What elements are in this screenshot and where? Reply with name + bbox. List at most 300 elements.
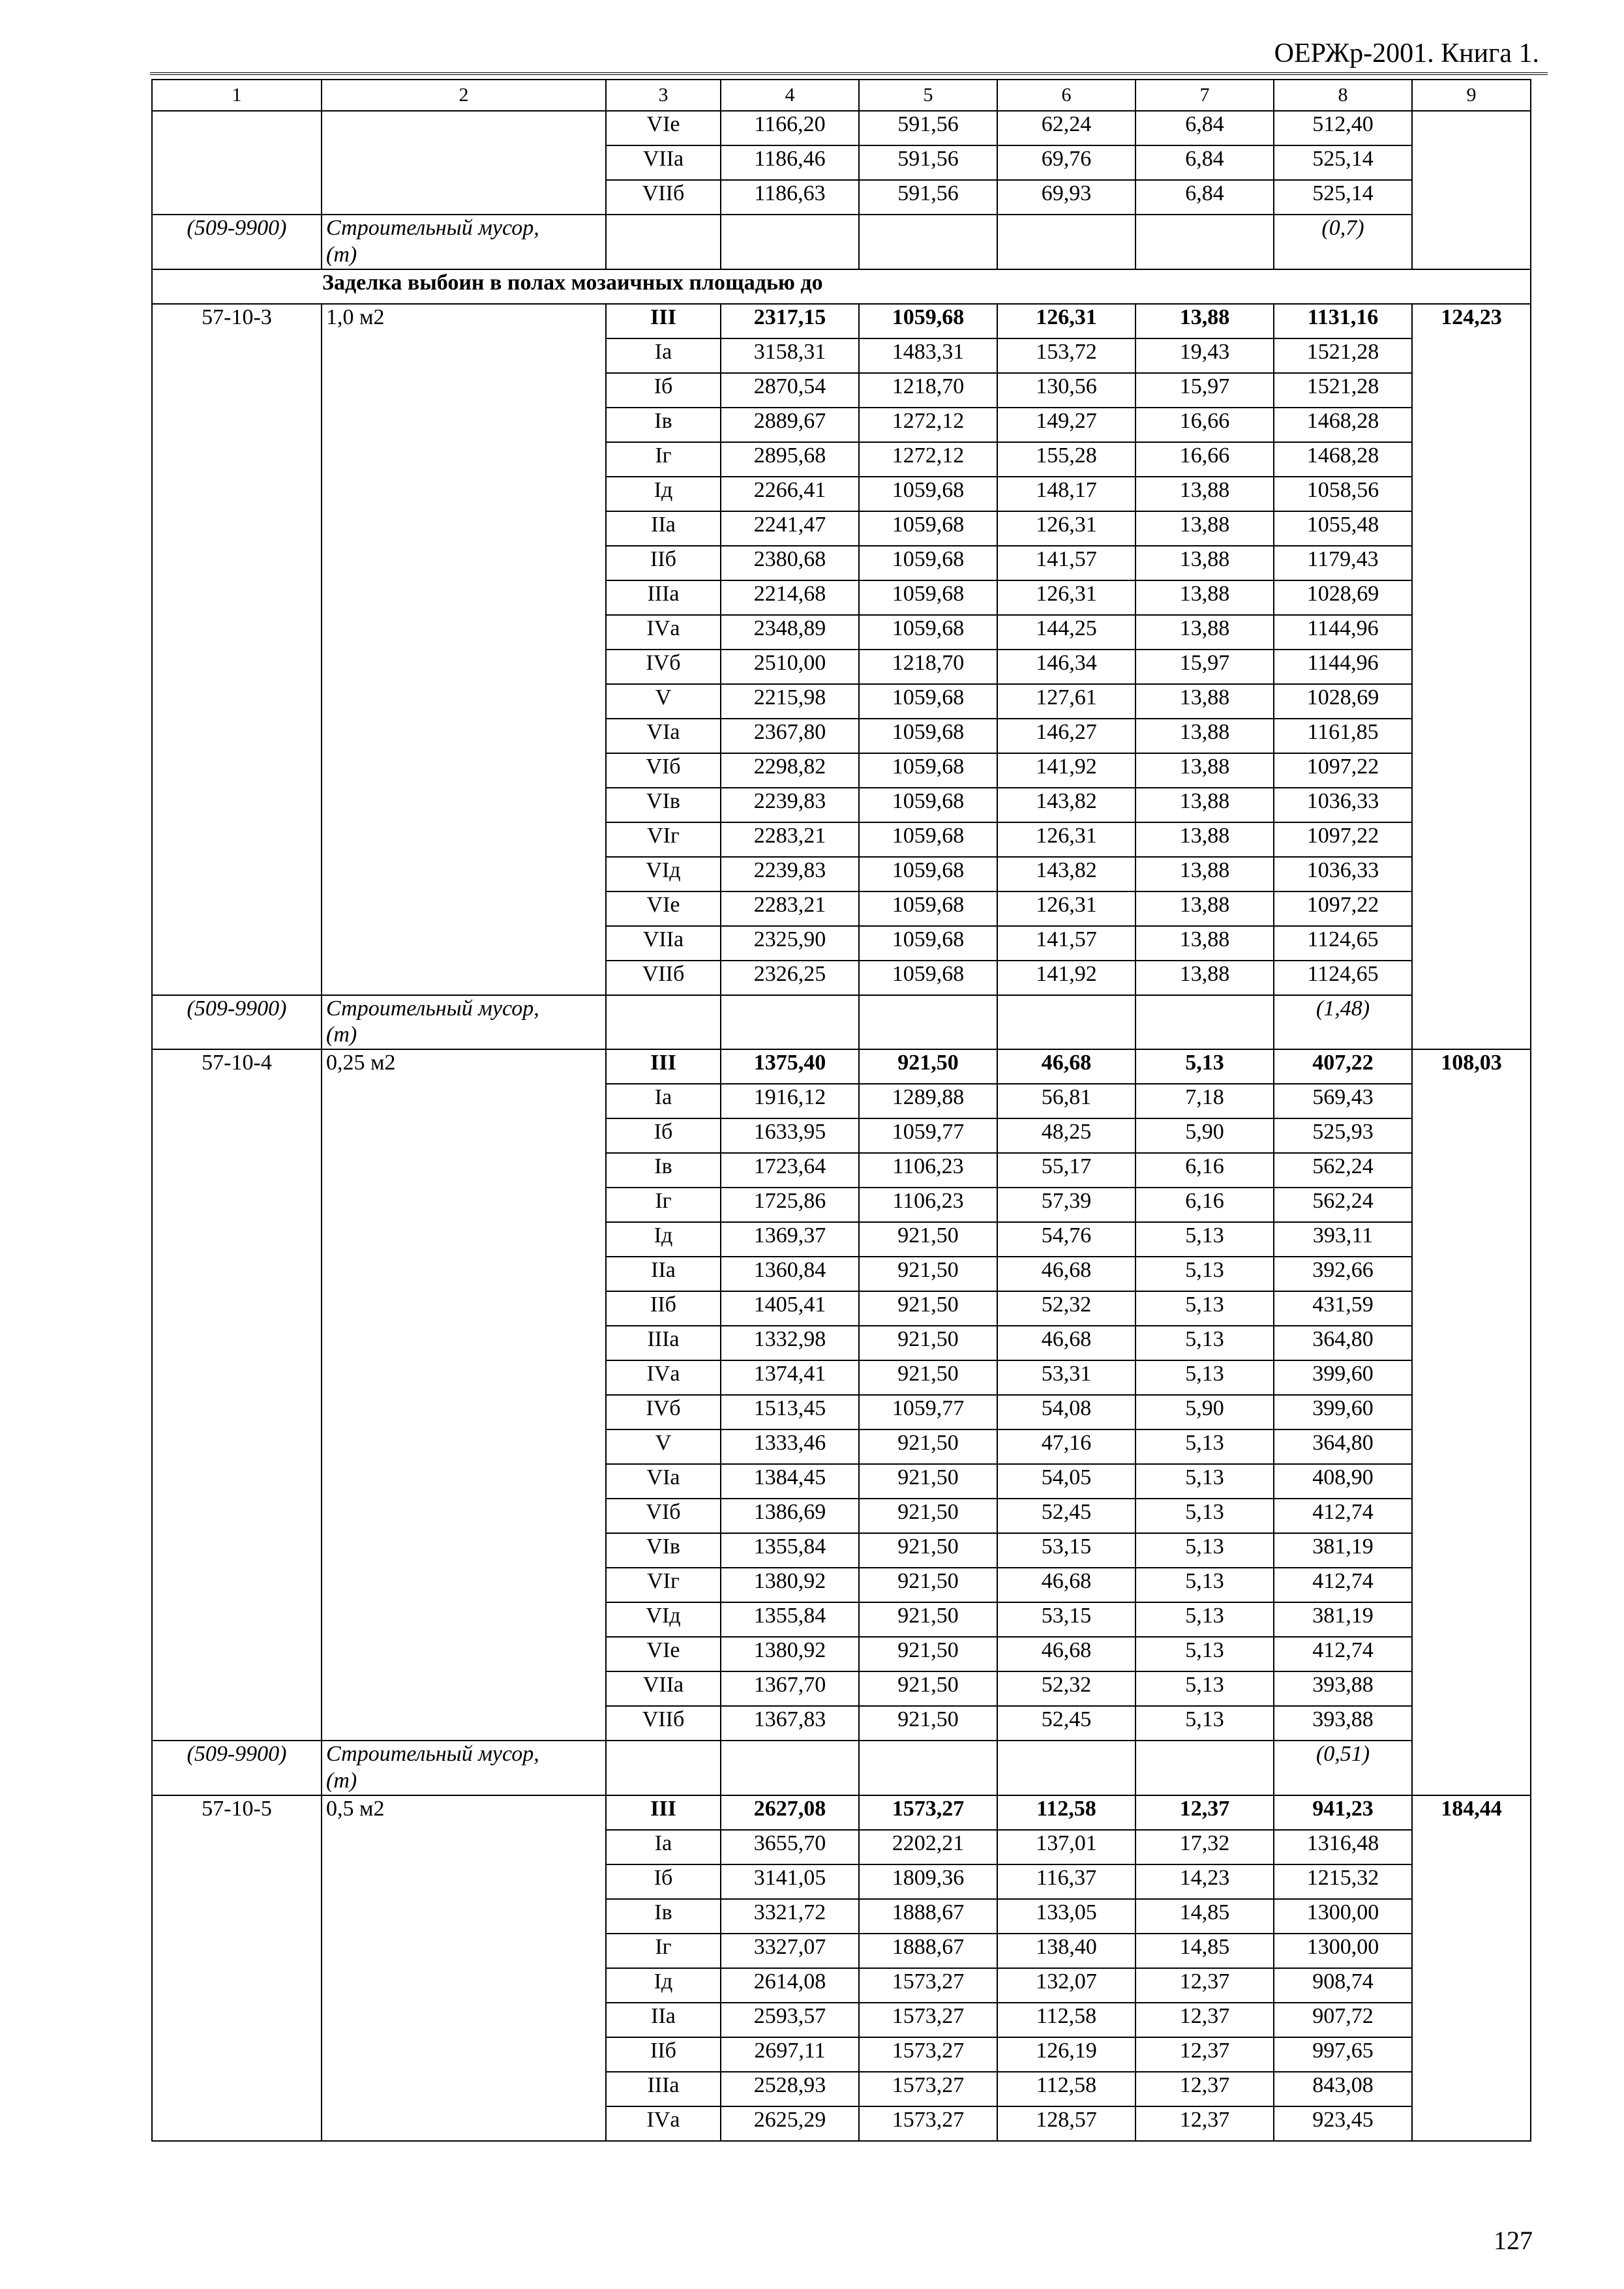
region-zone-cell: VIд	[606, 857, 721, 891]
value-cell: 46,68	[997, 1257, 1135, 1291]
item-unit: 0,25 м2	[322, 1049, 606, 1741]
value-cell: 55,17	[997, 1153, 1135, 1188]
column-header: 7	[1135, 80, 1274, 111]
value-cell: 16,66	[1135, 442, 1274, 477]
col9-cell	[1412, 111, 1531, 269]
value-cell: 399,60	[1274, 1395, 1412, 1429]
value-cell: 144,25	[997, 615, 1135, 650]
region-zone-cell: VIе	[606, 111, 721, 145]
value-cell: 2298,82	[721, 753, 859, 788]
value-cell: 153,72	[997, 338, 1135, 373]
region-zone-cell: IIа	[606, 2003, 721, 2037]
region-zone-cell: Iв	[606, 1153, 721, 1188]
value-cell: 137,01	[997, 1830, 1135, 1864]
region-zone-cell: VIб	[606, 753, 721, 788]
value-cell: 2283,21	[721, 822, 859, 857]
region-zone-cell: VIв	[606, 788, 721, 822]
value-cell: 1521,28	[1274, 373, 1412, 408]
value-cell: 1144,96	[1274, 650, 1412, 684]
value-cell: 5,13	[1135, 1706, 1274, 1741]
value-cell: 1059,68	[859, 546, 997, 580]
value-cell: 5,13	[1135, 1637, 1274, 1671]
value-cell: 13,88	[1135, 615, 1274, 650]
value-cell: 2348,89	[721, 615, 859, 650]
value-cell: 2625,29	[721, 2106, 859, 2141]
value-cell: 48,25	[997, 1118, 1135, 1153]
value-cell: 52,45	[997, 1499, 1135, 1533]
value-cell: 1573,27	[859, 1795, 997, 1830]
value-cell: 1215,32	[1274, 1864, 1412, 1899]
region-zone-cell: IIа	[606, 1257, 721, 1291]
value-cell: 1380,92	[721, 1637, 859, 1671]
value-cell: 1059,68	[859, 961, 997, 995]
value-cell: 2317,15	[721, 304, 859, 338]
value-cell: 1059,68	[859, 891, 997, 926]
empty-cell	[859, 1741, 997, 1795]
value-cell: 3655,70	[721, 1830, 859, 1864]
value-cell: 591,56	[859, 111, 997, 145]
value-cell: 5,13	[1135, 1568, 1274, 1602]
value-cell: 923,45	[1274, 2106, 1412, 2141]
empty-cell	[859, 995, 997, 1050]
value-cell: 399,60	[1274, 1360, 1412, 1395]
waste-description	[322, 215, 606, 269]
value-cell: 364,80	[1274, 1326, 1412, 1360]
value-cell: 921,50	[859, 1326, 997, 1360]
item-code: 57-10-4	[152, 1049, 322, 1741]
region-zone-cell: VIIа	[606, 145, 721, 180]
value-cell: 1405,41	[721, 1291, 859, 1326]
empty-cell	[606, 1741, 721, 1795]
value-cell: 12,37	[1135, 2003, 1274, 2037]
value-cell: 1573,27	[859, 2003, 997, 2037]
value-cell: 132,07	[997, 1968, 1135, 2003]
value-cell: 143,82	[997, 788, 1135, 822]
region-zone-cell: VIIб	[606, 961, 721, 995]
value-cell: 15,97	[1135, 650, 1274, 684]
value-cell: 2283,21	[721, 891, 859, 926]
value-cell: 12,37	[1135, 1795, 1274, 1830]
value-cell: 5,13	[1135, 1326, 1274, 1360]
value-cell: 1573,27	[859, 2037, 997, 2072]
value-cell: 381,19	[1274, 1533, 1412, 1568]
value-cell: 2627,08	[721, 1795, 859, 1830]
value-cell: 1059,68	[859, 580, 997, 615]
value-cell: 1633,95	[721, 1118, 859, 1153]
value-cell: 53,15	[997, 1602, 1135, 1637]
value-cell: 1386,69	[721, 1499, 859, 1533]
value-cell: 1513,45	[721, 1395, 859, 1429]
value-cell: 1367,70	[721, 1671, 859, 1706]
value-cell: 13,88	[1135, 926, 1274, 961]
value-cell: 2239,83	[721, 788, 859, 822]
value-cell: 69,76	[997, 145, 1135, 180]
value-cell: 512,40	[1274, 111, 1412, 145]
value-cell: 6,84	[1135, 111, 1274, 145]
value-cell: 1218,70	[859, 373, 997, 408]
value-cell: 1360,84	[721, 1257, 859, 1291]
value-cell: 1028,69	[1274, 580, 1412, 615]
value-cell: 1369,37	[721, 1222, 859, 1257]
value-cell: 46,68	[997, 1568, 1135, 1602]
value-cell: 412,74	[1274, 1637, 1412, 1671]
value-cell: 431,59	[1274, 1291, 1412, 1326]
value-cell: 13,88	[1135, 822, 1274, 857]
region-zone-cell: VIIб	[606, 1706, 721, 1741]
waste-unit: (т)	[326, 1768, 357, 1793]
value-cell: 3141,05	[721, 1864, 859, 1899]
value-cell: 2614,08	[721, 1968, 859, 2003]
value-cell: 907,72	[1274, 2003, 1412, 2037]
value-cell: 562,24	[1274, 1188, 1412, 1222]
value-cell: 1218,70	[859, 650, 997, 684]
waste-value: (0,51)	[1274, 1741, 1412, 1795]
value-cell: 1059,77	[859, 1395, 997, 1429]
column-header: 3	[606, 80, 721, 111]
waste-code: (509-9900)	[152, 995, 322, 1050]
value-cell: 1367,83	[721, 1706, 859, 1741]
value-cell: 13,88	[1135, 304, 1274, 338]
value-cell: 921,50	[859, 1568, 997, 1602]
value-cell: 1059,68	[859, 304, 997, 338]
region-zone-cell: V	[606, 1429, 721, 1464]
region-zone-cell: IVб	[606, 650, 721, 684]
value-cell: 525,14	[1274, 180, 1412, 215]
empty-cell	[721, 995, 859, 1050]
value-cell: 13,88	[1135, 477, 1274, 511]
region-zone-cell: Iа	[606, 338, 721, 373]
value-cell: 1028,69	[1274, 684, 1412, 719]
region-zone-cell: VIа	[606, 1464, 721, 1499]
value-cell: 12,37	[1135, 2072, 1274, 2106]
value-cell: 127,61	[997, 684, 1135, 719]
value-cell: 1036,33	[1274, 788, 1412, 822]
value-cell: 1059,68	[859, 753, 997, 788]
value-cell: 1097,22	[1274, 891, 1412, 926]
value-cell: 13,88	[1135, 546, 1274, 580]
value-cell: 921,50	[859, 1222, 997, 1257]
value-cell: 1059,68	[859, 822, 997, 857]
value-cell: 13,88	[1135, 580, 1274, 615]
region-zone-cell: IIб	[606, 546, 721, 580]
column-header: 8	[1274, 80, 1412, 111]
value-cell: 1483,31	[859, 338, 997, 373]
empty-cell	[997, 1741, 1135, 1795]
region-zone-cell: IVб	[606, 1395, 721, 1429]
value-cell: 1144,96	[1274, 615, 1412, 650]
region-zone-cell: VIе	[606, 891, 721, 926]
region-zone-cell: Iг	[606, 442, 721, 477]
value-cell: 525,93	[1274, 1118, 1412, 1153]
value-cell: 2202,21	[859, 1830, 997, 1864]
value-cell: 908,74	[1274, 1968, 1412, 2003]
value-cell: 5,13	[1135, 1222, 1274, 1257]
region-zone-cell: IIIа	[606, 2072, 721, 2106]
region-zone-cell: Iб	[606, 1118, 721, 1153]
value-cell: 408,90	[1274, 1464, 1412, 1499]
region-zone-cell: Iд	[606, 477, 721, 511]
value-cell: 2239,83	[721, 857, 859, 891]
value-cell: 921,50	[859, 1671, 997, 1706]
value-cell: 1106,23	[859, 1188, 997, 1222]
value-cell: 1888,67	[859, 1934, 997, 1968]
item-code: 57-10-3	[152, 304, 322, 995]
value-cell: 1916,12	[721, 1084, 859, 1118]
value-cell: 1059,68	[859, 857, 997, 891]
value-cell: 1058,56	[1274, 477, 1412, 511]
value-cell: 5,90	[1135, 1118, 1274, 1153]
waste-unit: (т)	[326, 1023, 357, 1047]
region-zone-cell: VIIа	[606, 1671, 721, 1706]
region-zone-cell: Iб	[606, 373, 721, 408]
value-cell: 12,37	[1135, 2037, 1274, 2072]
waste-value: (0,7)	[1274, 215, 1412, 269]
item-unit: 0,5 м2	[322, 1795, 606, 2141]
column-number-row	[152, 80, 1531, 111]
value-cell: 412,74	[1274, 1568, 1412, 1602]
table-row	[152, 1049, 1531, 1084]
region-zone-cell: Iв	[606, 1899, 721, 1934]
value-cell: 14,85	[1135, 1899, 1274, 1934]
col9-value: 108,03	[1412, 1049, 1531, 1795]
value-cell: 148,17	[997, 477, 1135, 511]
region-zone-cell: VIа	[606, 719, 721, 753]
rates-table	[151, 79, 1531, 2142]
value-cell: 921,50	[859, 1429, 997, 1464]
value-cell: 141,92	[997, 753, 1135, 788]
empty-cell	[1135, 215, 1274, 269]
value-cell: 921,50	[859, 1360, 997, 1395]
value-cell: 1384,45	[721, 1464, 859, 1499]
value-cell: 393,88	[1274, 1671, 1412, 1706]
value-cell: 15,97	[1135, 373, 1274, 408]
value-cell: 921,50	[859, 1706, 997, 1741]
value-cell: 126,31	[997, 511, 1135, 546]
value-cell: 2528,93	[721, 2072, 859, 2106]
value-cell: 53,31	[997, 1360, 1135, 1395]
region-zone-cell: VIв	[606, 1533, 721, 1568]
value-cell: 1059,68	[859, 511, 997, 546]
value-cell: 112,58	[997, 2003, 1135, 2037]
section-title: Заделка выбоин в полах мозаичных площадью до	[152, 269, 1531, 304]
value-cell: 562,24	[1274, 1153, 1412, 1188]
region-zone-cell: Iа	[606, 1830, 721, 1864]
value-cell: 116,37	[997, 1864, 1135, 1899]
value-cell: 525,14	[1274, 145, 1412, 180]
item-code: 57-10-5	[152, 1795, 322, 2141]
value-cell: 2510,00	[721, 650, 859, 684]
value-cell: 1468,28	[1274, 442, 1412, 477]
region-zone-cell: VIб	[606, 1499, 721, 1533]
value-cell: 138,40	[997, 1934, 1135, 1968]
value-cell: 921,50	[859, 1602, 997, 1637]
value-cell: 1809,36	[859, 1864, 997, 1899]
table-row	[152, 304, 1531, 338]
value-cell: 393,11	[1274, 1222, 1412, 1257]
value-cell: 143,82	[997, 857, 1135, 891]
value-cell: 1888,67	[859, 1899, 997, 1934]
value-cell: 62,24	[997, 111, 1135, 145]
region-zone-cell: Iа	[606, 1084, 721, 1118]
value-cell: 1573,27	[859, 1968, 997, 2003]
value-cell: 5,13	[1135, 1257, 1274, 1291]
value-cell: 46,68	[997, 1049, 1135, 1084]
value-cell: 1355,84	[721, 1533, 859, 1568]
value-cell: 155,28	[997, 442, 1135, 477]
value-cell: 1131,16	[1274, 304, 1412, 338]
value-cell: 412,74	[1274, 1499, 1412, 1533]
value-cell: 141,92	[997, 961, 1135, 995]
value-cell: 1097,22	[1274, 822, 1412, 857]
region-zone-cell: IIб	[606, 1291, 721, 1326]
region-zone-cell: Iг	[606, 1188, 721, 1222]
value-cell: 1333,46	[721, 1429, 859, 1464]
region-zone-cell: III	[606, 304, 721, 338]
value-cell: 1300,00	[1274, 1899, 1412, 1934]
value-cell: 14,85	[1135, 1934, 1274, 1968]
region-zone-cell: Iв	[606, 408, 721, 442]
empty-cell	[859, 215, 997, 269]
empty-cell	[997, 995, 1135, 1050]
value-cell: 1272,12	[859, 408, 997, 442]
value-cell: 47,16	[997, 1429, 1135, 1464]
value-cell: 54,08	[997, 1395, 1135, 1429]
empty-cell	[1135, 1741, 1274, 1795]
value-cell: 2593,57	[721, 2003, 859, 2037]
region-zone-cell: Iд	[606, 1222, 721, 1257]
value-cell: 1161,85	[1274, 719, 1412, 753]
value-cell: 56,81	[997, 1084, 1135, 1118]
value-cell: 133,05	[997, 1899, 1135, 1934]
region-zone-cell: VIе	[606, 1637, 721, 1671]
item-unit-cell	[322, 111, 606, 215]
value-cell: 1166,20	[721, 111, 859, 145]
value-cell: 591,56	[859, 180, 997, 215]
region-zone-cell: IVа	[606, 615, 721, 650]
column-header: 4	[721, 80, 859, 111]
waste-row	[152, 215, 1531, 269]
waste-description	[322, 995, 606, 1050]
value-cell: 2326,25	[721, 961, 859, 995]
value-cell: 2895,68	[721, 442, 859, 477]
value-cell: 5,13	[1135, 1533, 1274, 1568]
value-cell: 141,57	[997, 546, 1135, 580]
empty-cell	[997, 215, 1135, 269]
value-cell: 12,37	[1135, 1968, 1274, 2003]
region-zone-cell: III	[606, 1795, 721, 1830]
value-cell: 843,08	[1274, 2072, 1412, 2106]
value-cell: 1186,46	[721, 145, 859, 180]
value-cell: 146,34	[997, 650, 1135, 684]
running-header: ОЕРЖр-2001. Книга 1.	[1274, 38, 1539, 68]
value-cell: 1374,41	[721, 1360, 859, 1395]
value-cell: 54,05	[997, 1464, 1135, 1499]
value-cell: 381,19	[1274, 1602, 1412, 1637]
value-cell: 1124,65	[1274, 961, 1412, 995]
value-cell: 1059,68	[859, 926, 997, 961]
region-zone-cell: VIг	[606, 822, 721, 857]
value-cell: 53,15	[997, 1533, 1135, 1568]
value-cell: 1036,33	[1274, 857, 1412, 891]
value-cell: 19,43	[1135, 338, 1274, 373]
region-zone-cell: IIIа	[606, 580, 721, 615]
value-cell: 364,80	[1274, 1429, 1412, 1464]
value-cell: 128,57	[997, 2106, 1135, 2141]
value-cell: 1723,64	[721, 1153, 859, 1188]
value-cell: 69,93	[997, 180, 1135, 215]
value-cell: 921,50	[859, 1637, 997, 1671]
value-cell: 126,31	[997, 891, 1135, 926]
waste-description-line: Строительный мусор,	[326, 216, 539, 240]
empty-cell	[1135, 995, 1274, 1050]
value-cell: 5,13	[1135, 1464, 1274, 1499]
value-cell: 52,32	[997, 1671, 1135, 1706]
column-header: 9	[1412, 80, 1531, 111]
value-cell: 13,88	[1135, 753, 1274, 788]
value-cell: 1179,43	[1274, 546, 1412, 580]
value-cell: 1725,86	[721, 1188, 859, 1222]
waste-row	[152, 995, 1531, 1050]
value-cell: 1097,22	[1274, 753, 1412, 788]
region-zone-cell: IIа	[606, 511, 721, 546]
value-cell: 7,18	[1135, 1084, 1274, 1118]
value-cell: 1289,88	[859, 1084, 997, 1118]
value-cell: 921,50	[859, 1291, 997, 1326]
region-zone-cell: VIIб	[606, 180, 721, 215]
value-cell: 1272,12	[859, 442, 997, 477]
value-cell: 393,88	[1274, 1706, 1412, 1741]
region-zone-cell: IIб	[606, 2037, 721, 2072]
region-zone-cell: III	[606, 1049, 721, 1084]
value-cell: 921,50	[859, 1464, 997, 1499]
header-divider	[150, 72, 1548, 77]
value-cell: 1573,27	[859, 2072, 997, 2106]
value-cell: 1059,68	[859, 788, 997, 822]
section-title-row	[152, 269, 1531, 304]
waste-description-line: Строительный мусор,	[326, 1742, 539, 1767]
value-cell: 5,13	[1135, 1671, 1274, 1706]
value-cell: 1059,68	[859, 684, 997, 719]
value-cell: 569,43	[1274, 1084, 1412, 1118]
value-cell: 941,23	[1274, 1795, 1412, 1830]
value-cell: 1468,28	[1274, 408, 1412, 442]
value-cell: 5,13	[1135, 1291, 1274, 1326]
waste-code: (509-9900)	[152, 1741, 322, 1795]
value-cell: 5,90	[1135, 1395, 1274, 1429]
value-cell: 126,19	[997, 2037, 1135, 2072]
value-cell: 5,13	[1135, 1429, 1274, 1464]
value-cell: 52,32	[997, 1291, 1135, 1326]
value-cell: 6,16	[1135, 1188, 1274, 1222]
column-header: 1	[152, 80, 322, 111]
value-cell: 13,88	[1135, 719, 1274, 753]
empty-cell	[721, 1741, 859, 1795]
value-cell: 13,88	[1135, 857, 1274, 891]
value-cell: 591,56	[859, 145, 997, 180]
region-zone-cell: IVа	[606, 2106, 721, 2141]
value-cell: 17,32	[1135, 1830, 1274, 1864]
value-cell: 46,68	[997, 1326, 1135, 1360]
value-cell: 1380,92	[721, 1568, 859, 1602]
region-zone-cell: Iд	[606, 1968, 721, 2003]
value-cell: 54,76	[997, 1222, 1135, 1257]
value-cell: 6,84	[1135, 145, 1274, 180]
value-cell: 5,13	[1135, 1360, 1274, 1395]
value-cell: 13,88	[1135, 511, 1274, 546]
value-cell: 6,16	[1135, 1153, 1274, 1188]
value-cell: 126,31	[997, 304, 1135, 338]
value-cell: 16,66	[1135, 408, 1274, 442]
